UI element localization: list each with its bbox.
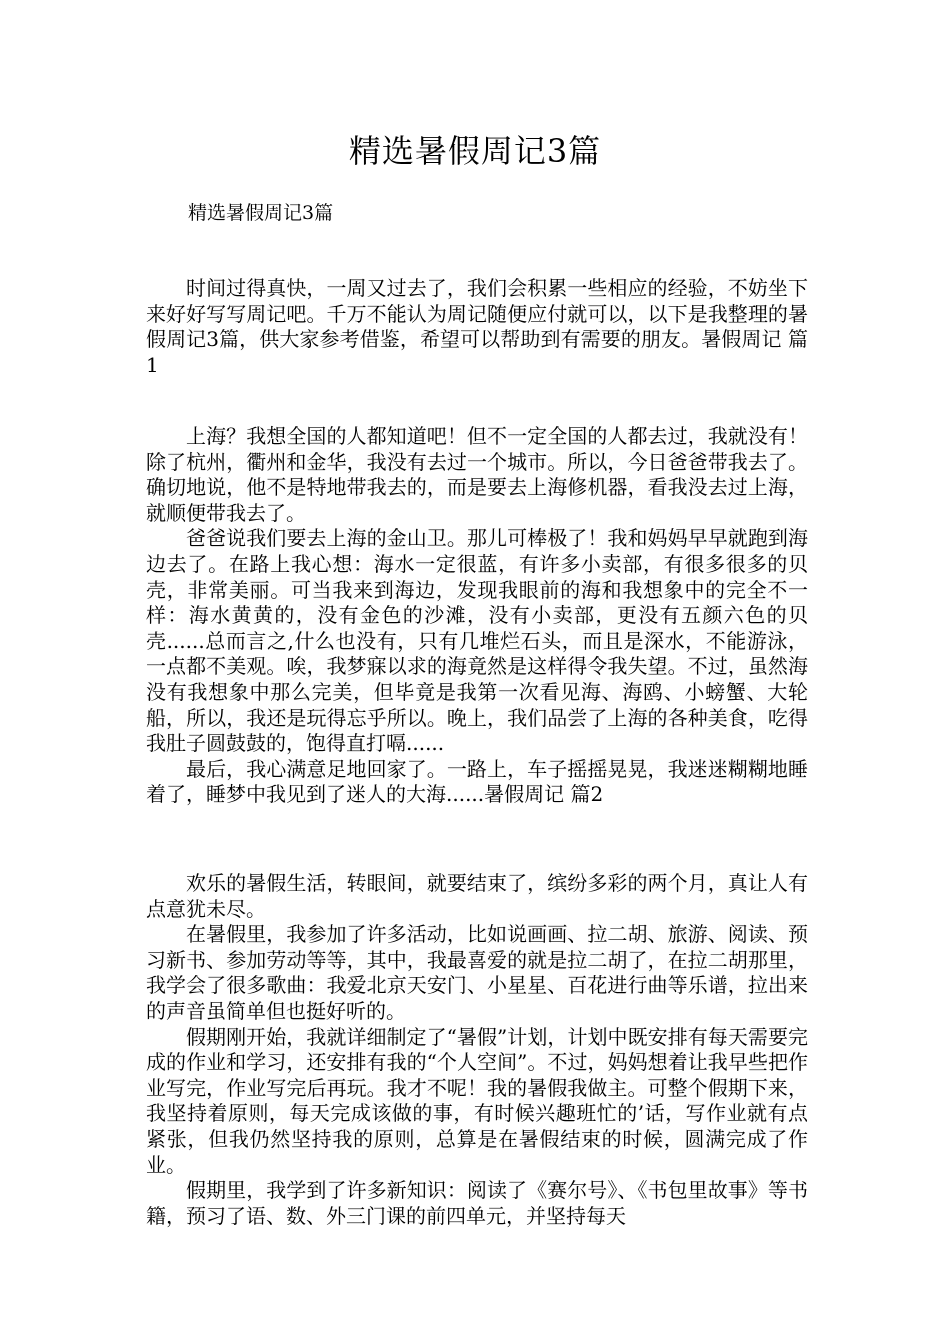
entry-1-paragraph-1: 上海？我想全国的人都知道吧！但不一定全国的人都去过，我就没有！除了杭州，衢州和金华，我没有去过一个城市。所以，今日爸爸带我去了。确切地说，他不是特地带我去的，而是要去上海修机器，看我没去过上海，就顺便带我去了。 (146, 424, 808, 525)
entry-2-paragraph-3: 假期刚开始，我就详细制定了“暑假”计划，计划中既安排有每天需要完成的作业和学习，还安排有我的“个人空间”。不过，妈妈想着让我早些把作业写完，作业写完后再玩。我才不呢！我的暑假我做主。可整个假期下来，我坚持着原则，每天完成该做的事，有时候兴趣班忙的’话，写作业就有点紧张，但我仍然坚持我的原则，总算是在暑假结束的时候，圆满完成了作业。 (146, 1024, 808, 1177)
intro-section (146, 276, 808, 378)
entry-1-section (146, 424, 808, 808)
document-subtitle: 精选暑假周记3篇 (188, 202, 334, 224)
entry-2-paragraph-4: 假期里，我学到了许多新知识：阅读了《赛尔号》、《书包里故事》等书籍，预习了语、数、外三门课的前四单元，并坚持每天 (146, 1178, 808, 1228)
document-title: 精选暑假周记3篇 (348, 132, 602, 170)
entry-1-paragraph-2: 爸爸说我们要去上海的金山卫。那儿可棒极了！我和妈妈早早就跑到海边去了。在路上我心想：海水一定很蓝，有许多小卖部，有很多很多的贝壳，非常美丽。可当我来到海边，发现我眼前的海和我想象中的完全不一样：海水黄黄的，没有金色的沙滩，没有小卖部，更没有五颜六色的贝壳......总而言之,什么也没有，只有几堆烂石头，而且是深水，不能游泳，一点都不美观。唉，我梦寐以求的海竟然是这样得令我失望。不过，虽然海没有我想象中那么完美，但毕竟是我第一次看见海、海鸥、小螃蟹、大轮船，所以，我还是玩得忘乎所以。晚上，我们品尝了上海的各种美食，吃得我肚子圆鼓鼓的，饱得直打嗝...... (146, 526, 808, 756)
entry-2-section (146, 871, 808, 1229)
entry-1-paragraph-3: 最后，我心满意足地回家了。一路上，车子摇摇晃晃，我迷迷糊糊地睡着了，睡梦中我见到了迷人的大海......暑假周记 篇2 (146, 756, 808, 807)
intro-paragraph: 时间过得真快，一周又过去了，我们会积累一些相应的经验，不妨坐下来好好写写周记吧。千万不能认为周记随便应付就可以，以下是我整理的暑假周记3篇，供大家参考借鉴，希望可以帮助到有需要的朋友。暑假周记 篇1 (146, 276, 808, 377)
entry-2-paragraph-2: 在暑假里，我参加了许多活动，比如说画画、拉二胡、旅游、阅读、预习新书、参加劳动等等，其中，我最喜爱的就是拉二胡了，在拉二胡那里，我学会了很多歌曲：我爱北京天安门、小星星、百花进行曲等乐谱，拉出来的声音虽简单但也挺好听的。 (146, 922, 808, 1023)
entry-2-paragraph-1: 欢乐的暑假生活，转眼间，就要结束了，缤纷多彩的两个月，真让人有点意犹未尽。 (146, 871, 808, 921)
